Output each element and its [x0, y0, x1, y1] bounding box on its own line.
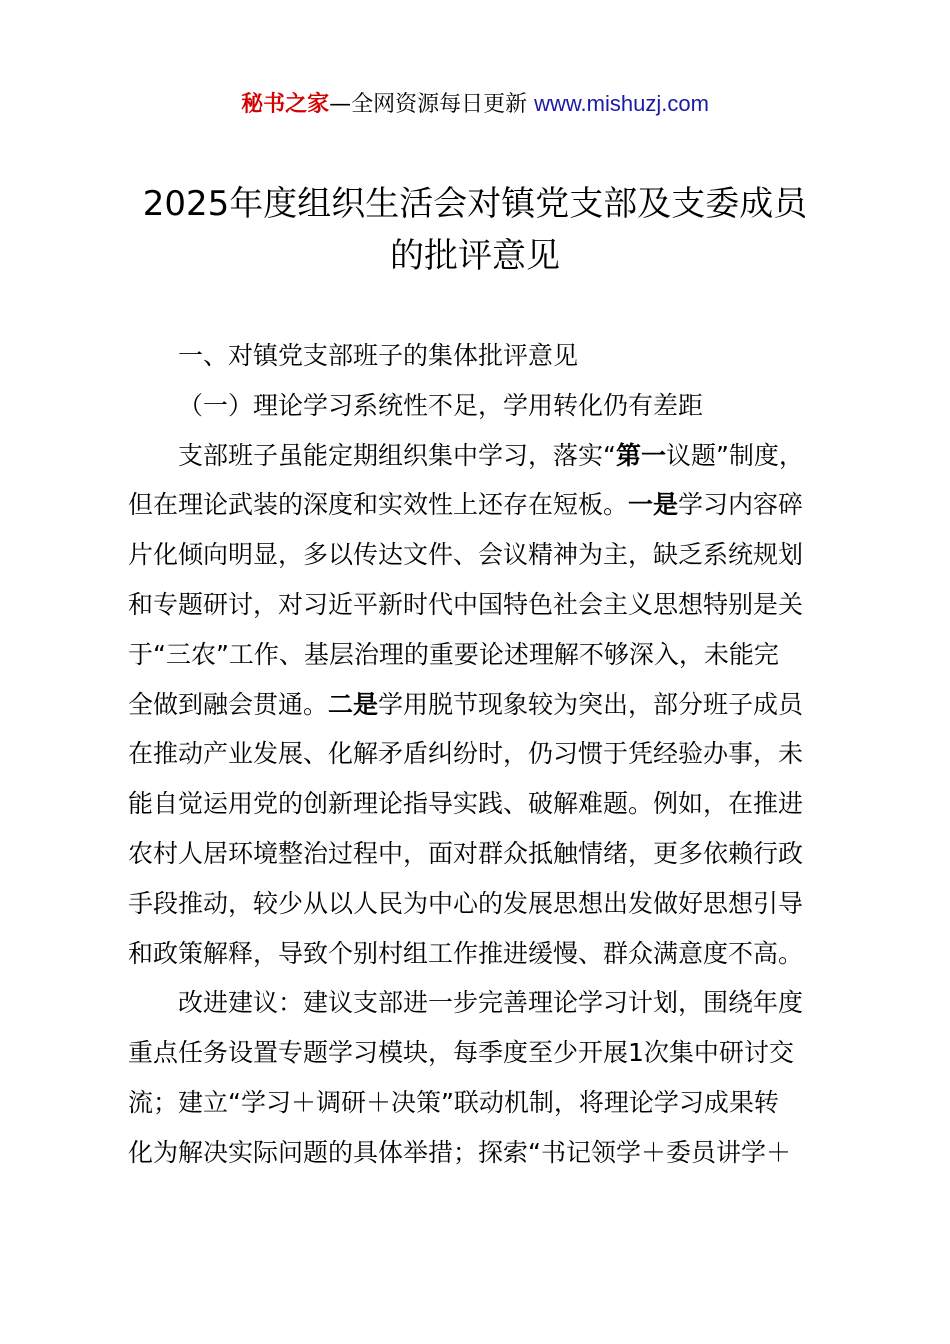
text-run: 议题”制度，	[665, 440, 804, 470]
paragraph-line	[128, 431, 834, 481]
title-line-1: 2025年度组织生活会对镇党支部及支委成员	[142, 184, 808, 224]
paragraph-line: 手段推动，较少从以人民为中心的发展思想出发做好思想引导	[128, 888, 804, 918]
title-line-2: 的批评意见	[390, 236, 560, 276]
site-header-banner	[0, 86, 950, 123]
paragraph-line: 化为解决实际问题的具体举措；探索“书记领学＋委员讲学＋	[128, 1137, 791, 1167]
text-run: 全做到融会贯通。	[128, 689, 329, 719]
section-subheading: （一）理论学习系统性不足，学用转化仍有差距	[178, 390, 704, 420]
paragraph-line: 能自觉运用党的创新理论指导实践、破解难题。例如，在推进	[128, 789, 804, 819]
text-run: 学用脱节现象较为突出，部分班子成员	[378, 689, 804, 719]
bold-run: 一是	[628, 490, 679, 520]
document-body	[128, 331, 834, 1178]
text-run: 但在理论武装的深度和实效性上还存在短板。	[128, 490, 629, 520]
site-url-link[interactable]: www.mishuzj.com	[534, 91, 709, 116]
document-title	[100, 178, 850, 282]
paragraph-line	[128, 680, 834, 730]
text-run: 学习内容碎	[678, 490, 804, 520]
paragraph-line: 和政策解释，导致个别村组工作推进缓慢、群众满意度不高。	[128, 938, 804, 968]
brand-name: 秘书之家	[241, 92, 330, 117]
paragraph-line: 和专题研讨，对习近平新时代中国特色社会主义思想特别是关	[128, 589, 804, 619]
paragraph-line: 重点任务设置专题学习模块，每季度至少开展1次集中研讨交	[128, 1038, 794, 1068]
bold-run: 二是	[328, 689, 379, 719]
bold-run: 第一	[615, 440, 666, 470]
paragraph-line	[128, 480, 834, 530]
paragraph-line: 在推动产业发展、化解矛盾纠纷时，仍习惯于凭经验办事，未	[128, 739, 804, 769]
section-heading: 一、对镇党支部班子的集体批评意见	[178, 341, 579, 370]
paragraph-line: 片化倾向明显，多以传达文件、会议精神为主，缺乏系统规划	[128, 540, 804, 570]
header-tagline: —全网资源每日更新	[329, 92, 528, 117]
text-run: 支部班子虽能定期组织集中学习，落实“	[178, 440, 616, 470]
paragraph-line: 农村人居环境整治过程中，面对群众抵触情绪，更多依赖行政	[128, 838, 804, 868]
paragraph-line: 流；建立“学习＋调研＋决策”联动机制，将理论学习成果转	[128, 1087, 779, 1117]
paragraph-line: 改进建议：建议支部进一步完善理论学习计划，围绕年度	[178, 988, 804, 1018]
paragraph-line: 于“三农”工作、基层治理的重要论述理解不够深入，未能完	[128, 639, 779, 669]
